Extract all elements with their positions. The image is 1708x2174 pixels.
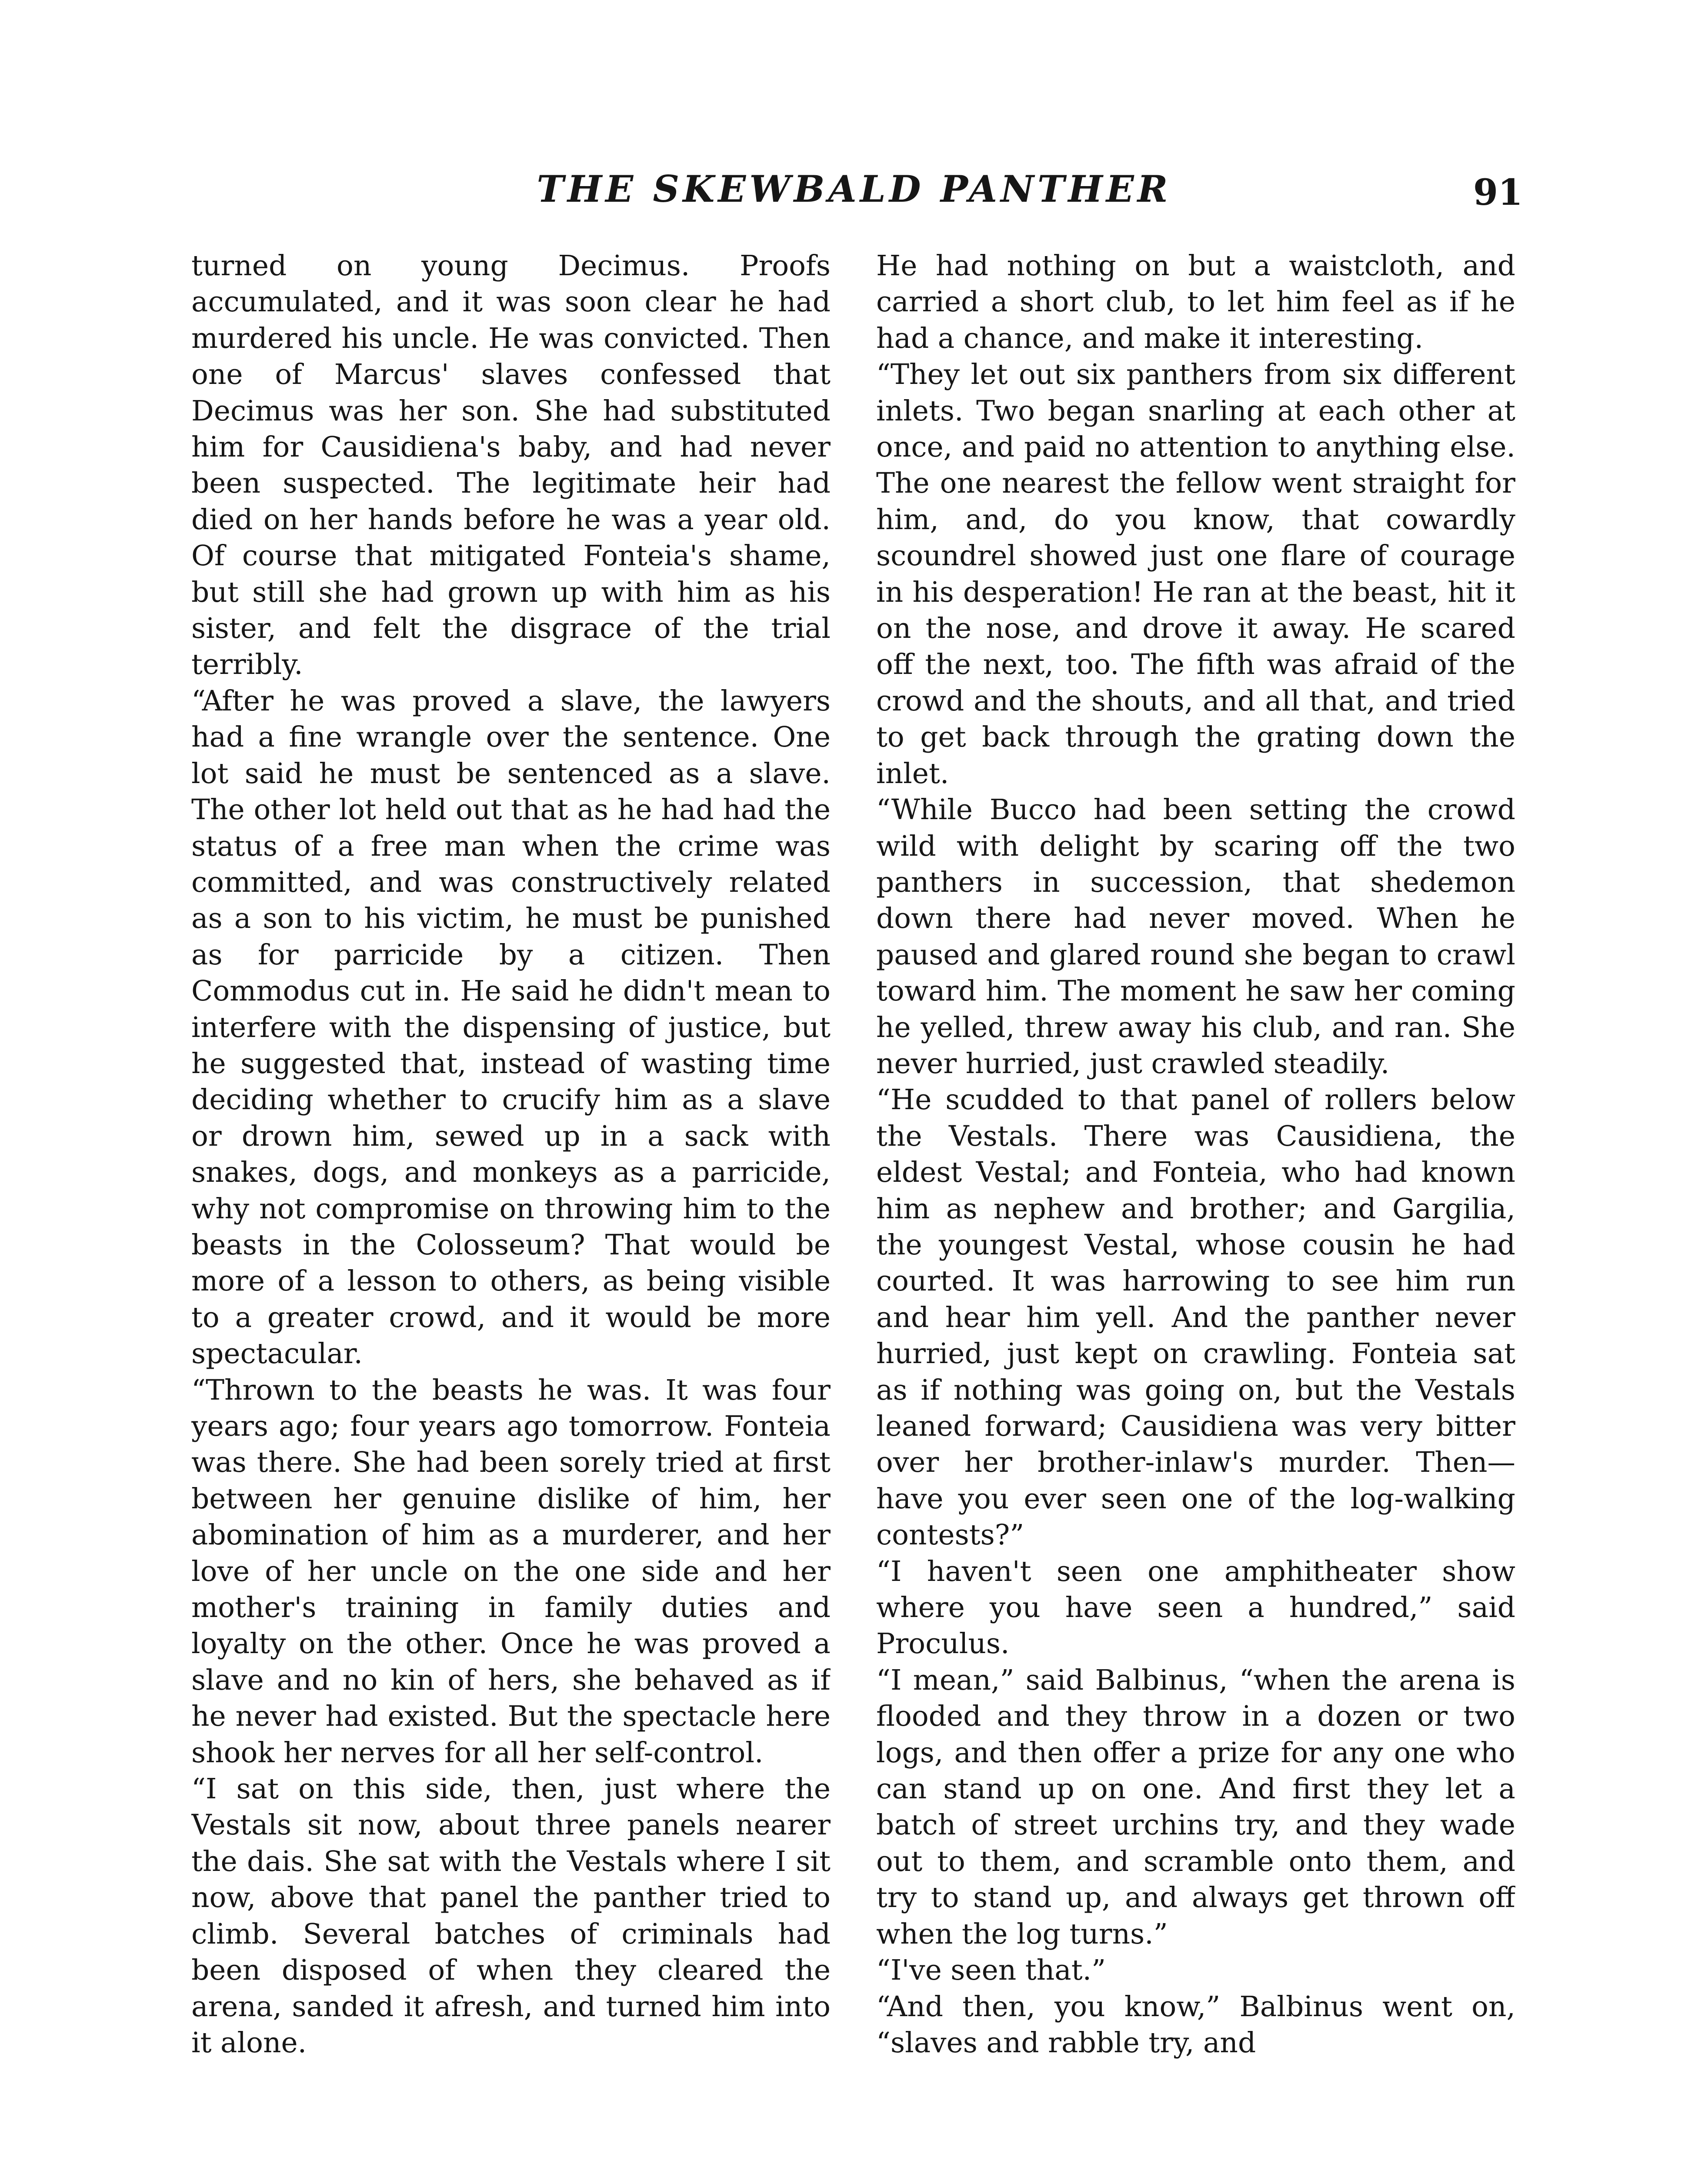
left-column bbox=[191, 248, 831, 2174]
right-column-text: He had nothing on but a waistcloth, and carried a short club, to let him feel as if he had a chance, and make it interesting. “They let out six panthers from six different inlets. Two began snarling at each other at once, and paid no attention to anything else. The one nearest the fellow went straight for him, and, do you know, that cowardly scoundrel showed just one flare of courage in his desperation! He ran at the beast, hit it on the nose, and drove it away. He scared off the next, too. The fifth was afraid of the crowd and the shouts, and all that, and tried to get back through the grating down the inlet. “While Bucco had been setting the crowd wild with delight by scaring off the two panthers in succession, that shedemon down there had never moved. When he paused and glared round she began to crawl toward him. The moment he saw her coming he yelled, threw away his club, and ran. She never hurried, just crawled steadily. “He scudded to that panel of rollers below the Vestals. There was Causidiena, the eldest Vestal; and Fonteia, who had known him as nephew and brother; and Gargilia, the youngest Vestal, whose cousin he had courted. It was harrowing to see him run and hear him yell. And the panther never hurried, just kept on crawling. Fonteia sat as if nothing was going on, but the Vestals leaned forward; Causidiena was very bitter over her brother-inlaw's murder. Then—have you ever seen one of the log-walking contests?” “I haven't seen one amphitheater show where you have seen a hundred,” said Proculus. “I mean,” said Balbinus, “when the arena is flooded and they throw in a dozen or two logs, and then offer a prize for any one who can stand up on one. And first they let a batch of street urchins try, and they wade out to them, and scramble onto them, and try to stand up, and always get thrown off when the log turns.” “I've seen that.” “And then, you know,” Balbinus went on, “slaves and rabble try, and bbox=[876, 250, 1515, 2059]
right-column bbox=[876, 248, 1515, 2174]
page-number: 91 bbox=[1473, 172, 1523, 213]
left-column-text: turned on young Decimus. Proofs accumulated, and it was soon clear he had murdered his uncle. He was convicted. Then one of Marcus' slaves confessed that Decimus was her son. She had substituted him for Causidiena's baby, and had never been suspected. The legitimate heir had died on her hands before he was a year old. Of course that mitigated Fonteia's shame, but still she had grown up with him as his sister, and felt the disgrace of the trial terribly. “After he was proved a slave, the lawyers had a fine wrangle over the sentence. One lot said he must be sentenced as a slave. The other lot held out that as he had had the status of a free man when the crime was committed, and was constructively related as a son to his victim, he must be punished as for parricide by a citizen. Then Commodus cut in. He said he didn't mean to interfere with the dispensing of justice, but he suggested that, instead of wasting time deciding whether to crucify him as a slave or drown him, sewed up in a sack with snakes, dogs, and monkeys as a parricide, why not compromise on throwing him to the beasts in the Colosseum? That would be more of a lesson to others, as being visible to a greater crowd, and it would be more spectacular. “Thrown to the beasts he was. It was four years ago; four years ago tomorrow. Fonteia was there. She had been sorely tried at first between her genuine dislike of him, her abomination of him as a murderer, and her love of her uncle on the one side and her mother's training in family duties and loyalty on the other. Once he was proved a slave and no kin of hers, she behaved as if he never had existed. But the spectacle here shook her nerves for all her self-control. “I sat on this side, then, just where the Vestals sit now, about three panels nearer the dais. She sat with the Vestals where I sit now, above that panel the panther tried to climb. Several batches of criminals had been disposed of when they cleared the arena, sanded it afresh, and turned him into it alone. bbox=[191, 250, 831, 2059]
running-title: THE SKEWBALD PANTHER bbox=[537, 167, 1171, 210]
page-header bbox=[0, 165, 1708, 217]
